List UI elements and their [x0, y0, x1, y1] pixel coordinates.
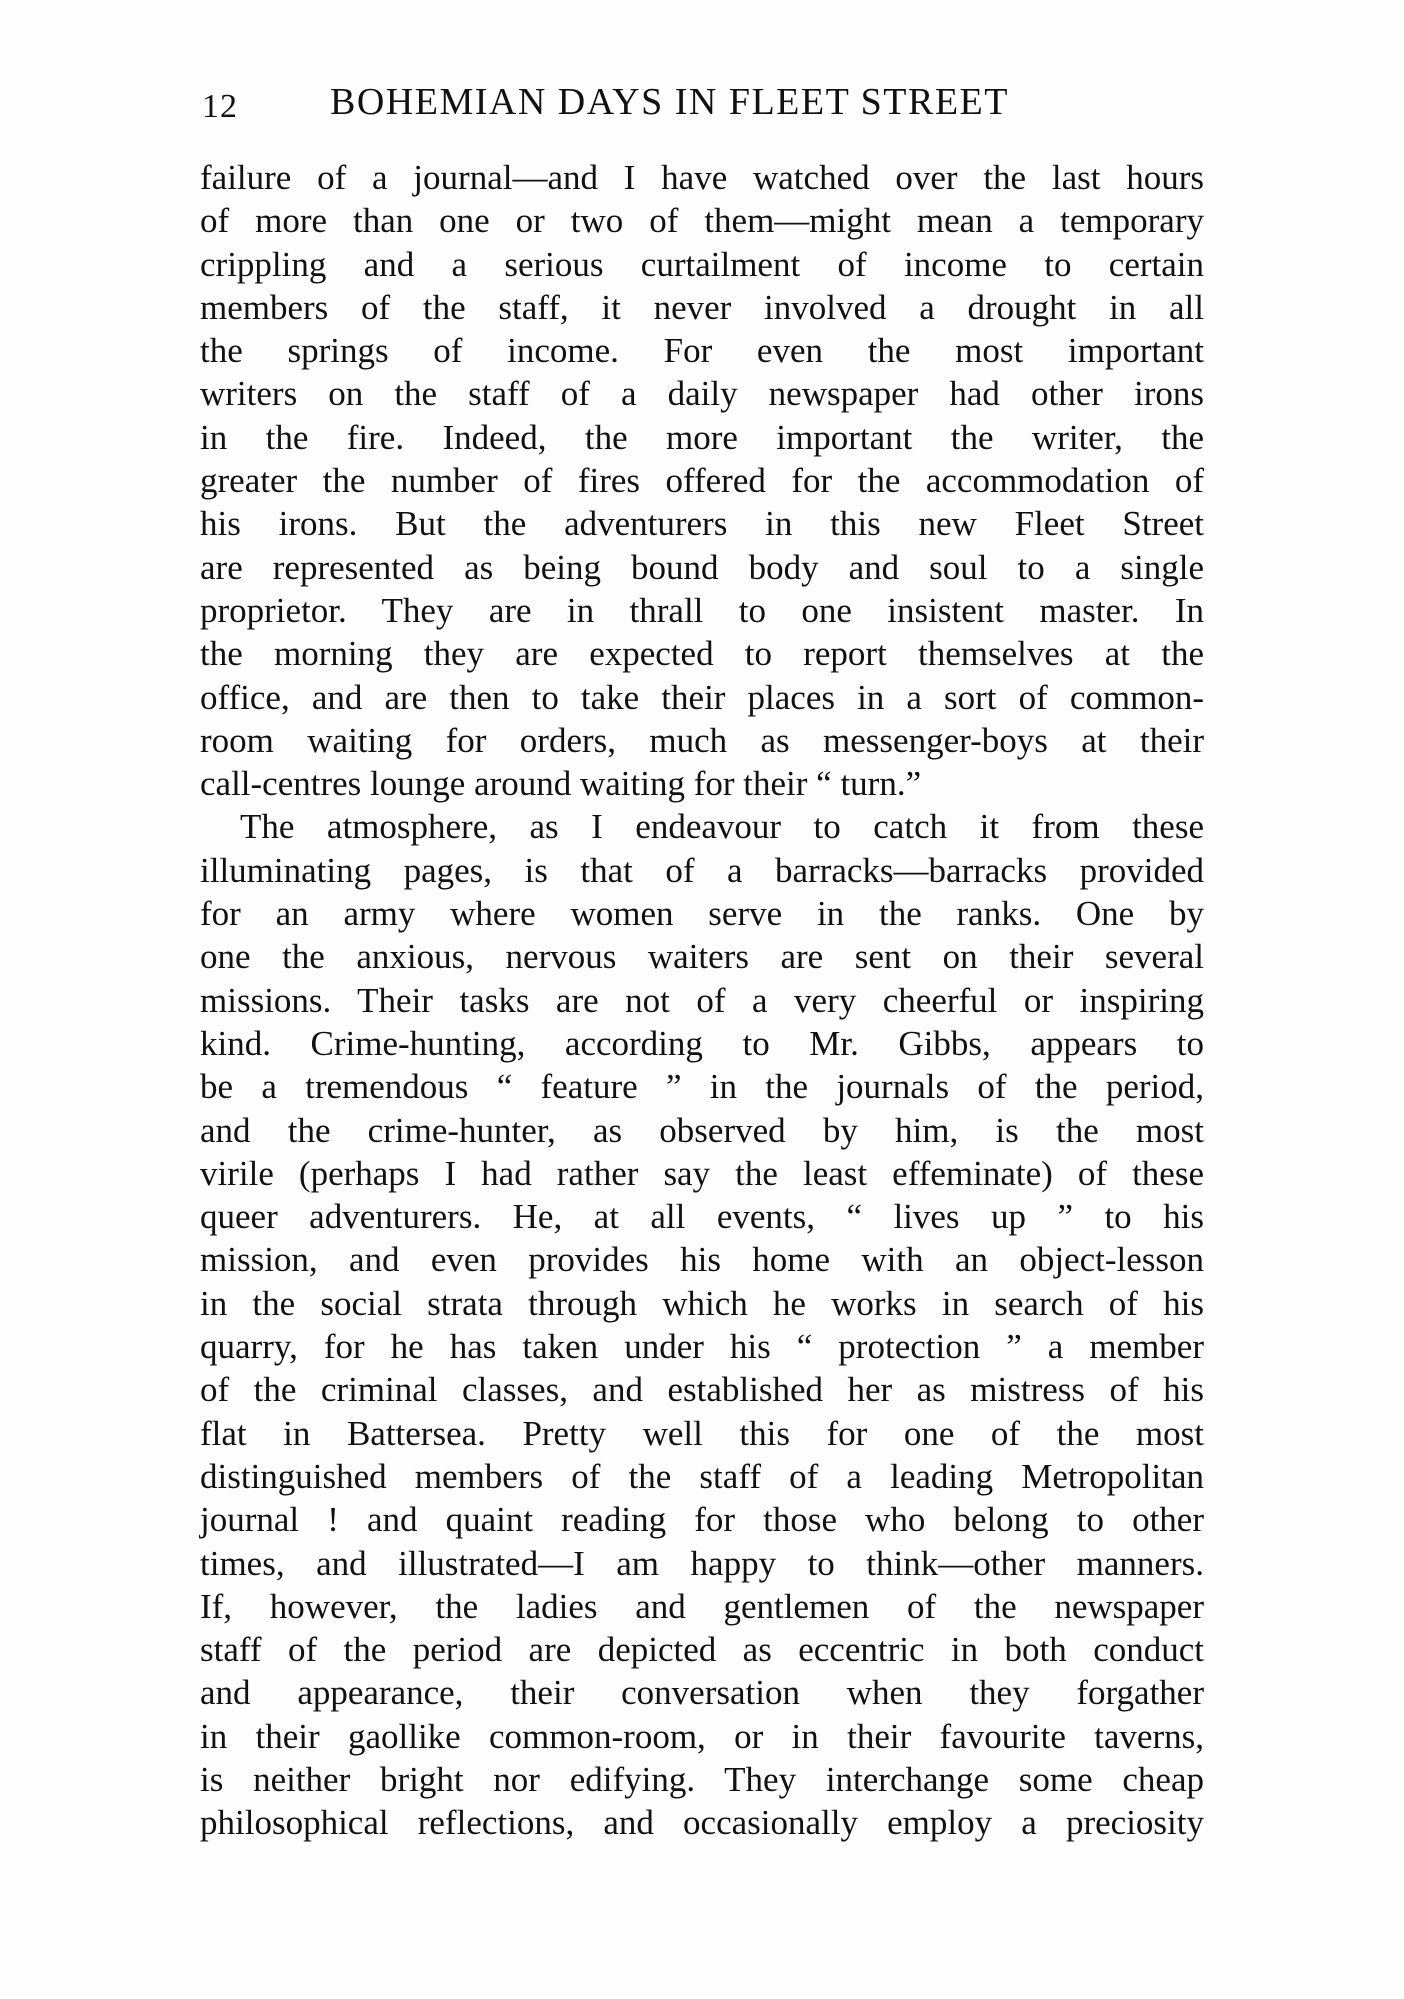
text-line: for an army where women serve in the ranks. One by [200, 894, 1204, 934]
text-line: journal ! and quaint reading for those who belong to other [200, 1500, 1204, 1540]
text-line: times, and illustrated—I am happy to think—other manners. [200, 1543, 1204, 1583]
text-line: in the fire. Indeed, the more important the writer, the [200, 417, 1204, 457]
text-line: are represented as being bound body and soul to a single [200, 547, 1204, 587]
text-line: If, however, the ladies and gentlemen of the newspaper [200, 1586, 1204, 1626]
text-line: greater the number of fires offered for the accommodation of [200, 461, 1204, 501]
text-line: crippling and a serious curtailment of income to certain [200, 244, 1204, 284]
text-line: failure of a journal—and I have watched over the last hours [200, 158, 1204, 197]
text-line: in their gaollike common-room, or in their favourite taverns, [200, 1716, 1204, 1756]
text-line: his irons. But the adventurers in this new Fleet Street [200, 504, 1204, 544]
text-line: staff of the period are depicted as eccentric in both conduct [200, 1630, 1204, 1670]
text-line: kind. Crime-hunting, according to Mr. Gibbs, appears to [200, 1023, 1204, 1063]
text-line: proprietor. They are in thrall to one insistent master. In [200, 590, 1204, 630]
text-line: quarry, for he has taken under his “ protection ” a member [200, 1327, 1204, 1367]
text-line: be a tremendous “ feature ” in the journals of the period, [200, 1067, 1204, 1107]
text-line: mission, and even provides his home with an object-lesson [200, 1240, 1204, 1280]
text-line: and the crime-hunter, as observed by him, is the most [200, 1110, 1204, 1150]
page-number: 12 [202, 88, 238, 125]
text-line: distinguished members of the staff of a leading Metropolitan [200, 1456, 1204, 1496]
text-line: in the social strata through which he works in search of his [200, 1283, 1204, 1323]
text-line: of the criminal classes, and established her as mistress of his [200, 1370, 1204, 1410]
running-head [190, 74, 1200, 134]
paragraph-first-line: The atmosphere, as I endeavour to catch it from these [240, 807, 1204, 847]
text-line: and appearance, their conversation when they forgather [200, 1673, 1204, 1713]
text-line: flat in Battersea. Pretty well this for one of the most [200, 1413, 1204, 1453]
text-line: queer adventurers. He, at all events, “ lives up ” to his [200, 1197, 1204, 1237]
text-line: the morning they are expected to report themselves at the [200, 634, 1204, 674]
text-line: missions. Their tasks are not of a very cheerful or inspiring [200, 980, 1204, 1020]
text-line: writers on the staff of a daily newspaper had other irons [200, 374, 1204, 414]
text-line: room waiting for orders, much as messenger-boys at their [200, 720, 1204, 760]
text-line: members of the staff, it never involved a drought in all [200, 287, 1204, 327]
text-line: is neither bright nor edifying. They interchange some cheap [200, 1759, 1204, 1799]
text-line: philosophical reflections, and occasionally employ a preciosity [200, 1803, 1204, 1843]
text-line: illuminating pages, is that of a barracks—barracks provided [200, 850, 1204, 890]
text-line: call-centres lounge around waiting for their “ turn.” [200, 764, 922, 804]
text-line: one the anxious, nervous waiters are sent on their several [200, 937, 1204, 977]
text-line: office, and are then to take their places in a sort of common- [200, 677, 1204, 717]
text-line: virile (perhaps I had rather say the least effeminate) of these [200, 1153, 1204, 1193]
body-text [200, 156, 1204, 1845]
text-line: the springs of income. For even the most important [200, 331, 1204, 371]
running-title: BOHEMIAN DAYS IN FLEET STREET [330, 81, 1009, 123]
text-line: of more than one or two of them—might mean a temporary [200, 201, 1204, 241]
